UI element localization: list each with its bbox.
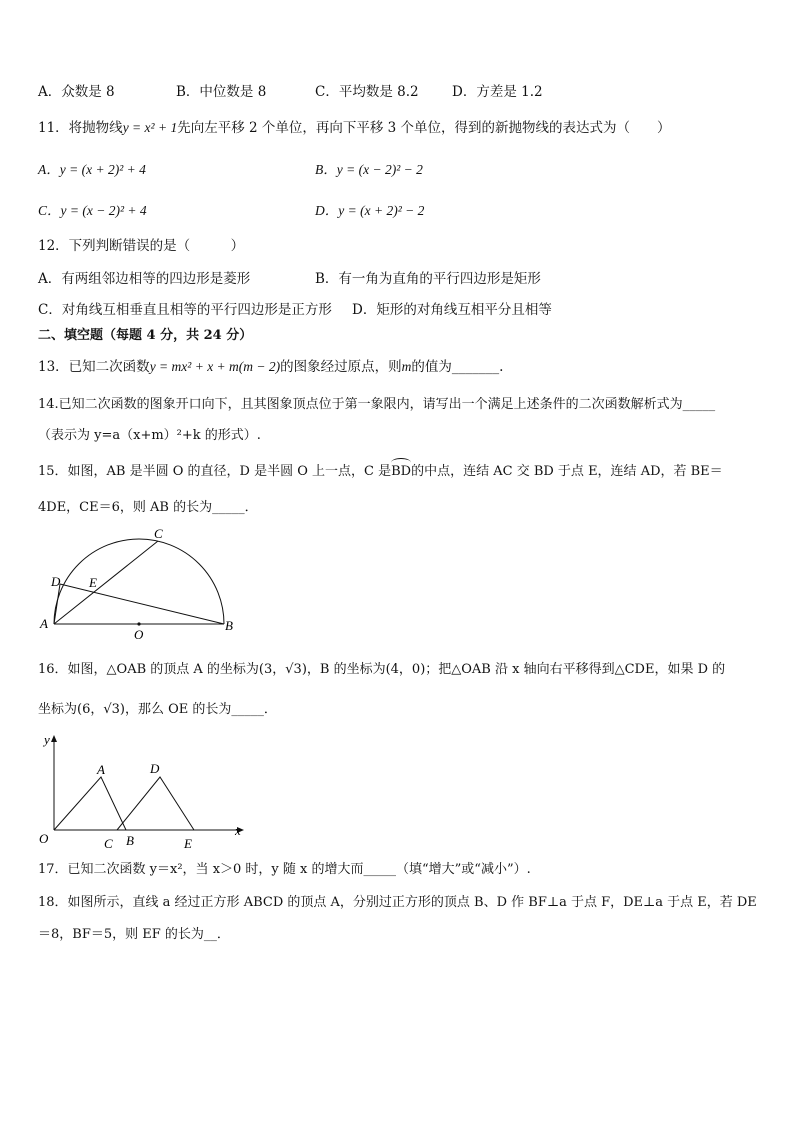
q18-line1: 18．如图所示，直线 a 经过正方形 ABCD 的顶点 A，分别过正方形的顶点 B、D 作 BF⊥a 于点 F，DE⊥a 于点 E，若 DE [38,895,757,910]
label-d: D [150,761,160,776]
q16-line2: 坐标为(6，√3)，那么 OE 的长为_____． [38,702,277,717]
q12-option-b: B．有一角为直角的平行四边形是矩形 [315,271,541,287]
q10-option-c: C．平均数是 8.2 [315,84,419,100]
label-c: C [104,836,113,850]
q15-line1 [38,462,723,482]
label-x: x [235,823,241,838]
q15-line1-post: 的中点，连结 AC 交 BD 于点 E，连结 AD，若 BE＝ [411,464,723,479]
q14-line1: 14.已知二次函数的图象开口向下，且其图象顶点位于第一象限内，请写出一个满足上述条件的二次函数解析式为_____ [38,397,716,412]
q10-option-d: D．方差是 1.2 [452,84,543,100]
q12-option-a: A．有两组邻边相等的四边形是菱形 [38,271,251,287]
label-b: B [225,618,233,633]
q13-mid: 的图象经过原点，则 [280,359,402,375]
q10-option-b: B．中位数是 8 [176,84,267,100]
q11-stem-pre: 11．将抛物线 [38,120,123,136]
q16-line1: 16．如图，△OAB 的顶点 A 的坐标为(3，√3)，B 的坐标为(4，0)；把△OAB 沿 x 轴向右平移得到△CDE，如果 D 的 [38,662,726,677]
q15-arc-bd [391,462,411,482]
segment-ac [54,541,158,624]
center-point-o [137,622,140,625]
q13-pre: 13．已知二次函数 [38,359,150,375]
y-axis-arrow [51,735,57,742]
label-e: E [89,575,97,590]
q11-formula: y = x² + 1 [122,120,178,135]
label-a: A [97,762,105,777]
q10-option-a: A．众数是 8 [38,84,115,100]
q11-stem-post: 先向左平移 2 个单位，再向下平移 3 个单位，得到的新抛物线的表达式为（ ） [177,120,671,136]
q15-figure [30,522,250,642]
segment-bd [60,584,224,624]
segment-ad [54,584,60,624]
q11-option-b: B．y = (x − 2)² − 2 [315,162,423,177]
triangle-cde [117,777,194,830]
semicircle-arc [54,539,224,624]
q15-line1-pre: 15．如图，AB 是半圆 O 的直径，D 是半圆 O 上一点，C 是 [38,464,392,479]
q11-option-d: D．y = (x + 2)² − 2 [315,203,425,218]
q11-option-a: A．y = (x + 2)² + 4 [38,162,146,177]
q13-var: m [401,359,412,374]
label-o: O [134,627,144,642]
q12-option-d: D．矩形的对角线互相平分且相等 [352,302,552,318]
section-heading-fill-blank: 二、填空题（每题 4 分，共 24 分） [38,328,253,343]
triangle-oab [54,777,126,830]
q17-text: 17．已知二次函数 y＝x²，当 x＞0 时，y 随 x 的增大而_____（填“增大”或“减小”）. [38,862,531,877]
q16-figure [32,732,252,850]
label-o: O [39,831,49,846]
label-c: C [154,526,163,541]
label-y: y [44,732,50,747]
q12-stem: 12．下列判断错误的是（ ） [38,238,245,254]
label-a: A [40,616,48,631]
q13-formula: y = mx² + x + m(m − 2) [149,359,281,374]
q11-stem [38,118,671,138]
arc-symbol [391,458,411,467]
label-d: D [51,574,61,589]
q13-post: 的值为_______. [411,359,504,375]
q12-option-c: C．对角线互相垂直且相等的平行四边形是正方形 [38,302,332,318]
label-b: B [126,833,134,848]
label-e: E [184,836,192,850]
q18-line2: ＝8，BF＝5，则 EF 的长为__． [38,927,230,942]
q11-option-c: C．y = (x − 2)² + 4 [38,203,147,218]
q15-line2: 4DE，CE＝6，则 AB 的长为_____． [38,500,258,515]
q13-text [38,357,503,377]
q15-arc-label: BD [391,464,412,479]
q14-line2: （表示为 y=a（x+m）²+k 的形式）. [38,428,261,443]
